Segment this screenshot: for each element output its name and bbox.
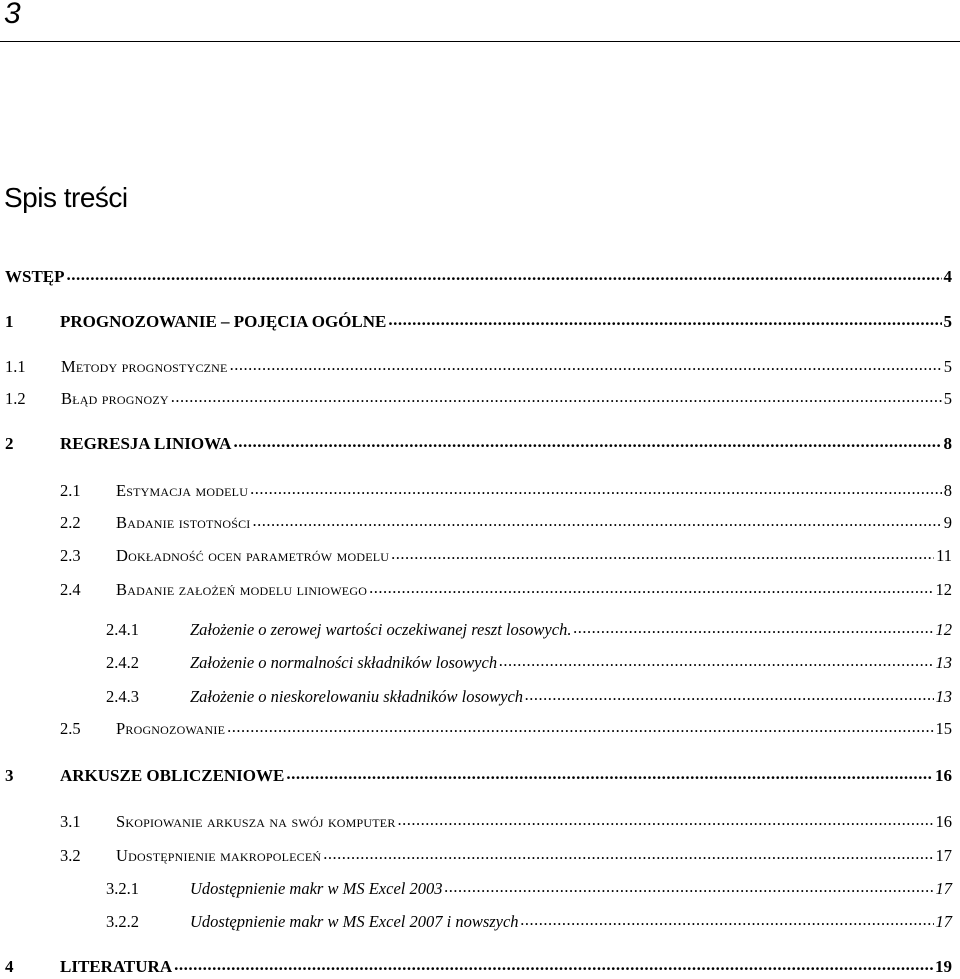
toc-entry-number: 4 xyxy=(5,957,14,976)
toc-entry-title: PROGNOZOWANIE – POJĘCIA OGÓLNE xyxy=(60,312,387,331)
toc-entry-title: LITERATURA xyxy=(60,957,173,976)
toc-entry-2-2[interactable] xyxy=(60,512,952,534)
toc-entry-4[interactable] xyxy=(5,956,952,978)
toc-entry-number: 2.2 xyxy=(60,513,81,532)
toc-leader-dots xyxy=(227,720,933,734)
toc-entry-page: 8 xyxy=(943,434,952,453)
toc-entry-title: ARKUSZE OBLICZENIOWE xyxy=(60,766,285,785)
toc-entry-page: 16 xyxy=(935,812,952,831)
toc-entry-page: 17 xyxy=(935,846,952,865)
toc-leader-dots xyxy=(521,913,934,927)
toc-entry-2-5[interactable] xyxy=(60,718,952,740)
toc-entry-wstep[interactable] xyxy=(5,266,952,288)
toc-entry-number: 2 xyxy=(5,434,14,453)
toc-entry-page: 19 xyxy=(935,957,952,976)
toc-entry-title: Udostępnienie makropoleceń xyxy=(116,846,322,865)
toc-entry-number: 2.4.3 xyxy=(106,687,139,706)
toc-entry-number: 3.1 xyxy=(60,812,81,831)
toc-entry-number: 3.2 xyxy=(60,846,81,865)
toc-entry-3-2-2[interactable] xyxy=(106,911,952,933)
toc-entry-title: Badanie założeń modelu liniowego xyxy=(116,580,368,599)
toc-entry-number: 3.2.2 xyxy=(106,912,139,931)
toc-entry-2-4-3[interactable] xyxy=(106,686,952,708)
toc-entry-title: Błąd prognozy xyxy=(61,389,169,408)
toc-entry-number: 3 xyxy=(5,766,14,785)
toc-entry-page: 9 xyxy=(943,513,952,532)
toc-entry-page: 15 xyxy=(935,719,952,738)
toc-entry-1[interactable] xyxy=(5,311,952,333)
toc-leader-dots xyxy=(250,482,942,496)
toc-entry-3[interactable] xyxy=(5,765,952,787)
toc-entry-title: REGRESJA LINIOWA xyxy=(60,434,232,453)
toc-leader-dots xyxy=(230,358,942,372)
toc-leader-dots xyxy=(253,514,942,528)
toc-leader-dots xyxy=(174,958,933,972)
toc-entry-3-1[interactable] xyxy=(60,811,952,833)
toc-entry-page: 5 xyxy=(943,312,952,331)
toc-leader-dots xyxy=(369,581,933,595)
toc-entry-1-1[interactable] xyxy=(5,356,952,378)
toc-leader-dots xyxy=(233,435,941,449)
toc-entry-number: 1.1 xyxy=(5,357,26,376)
toc-entry-number: 2.4.2 xyxy=(106,653,139,672)
toc-entry-page: 12 xyxy=(935,620,952,639)
toc-entry-number: 2.5 xyxy=(60,719,81,738)
toc-entry-title: Skopiowanie arkusza na swój komputer xyxy=(116,812,396,831)
toc-entry-title: Badanie istotności xyxy=(116,513,251,532)
toc-entry-2-3[interactable] xyxy=(60,545,952,567)
toc-entry-number: 2.4.1 xyxy=(106,620,139,639)
page-number: 3 xyxy=(4,0,21,30)
toc-leader-dots xyxy=(323,847,933,861)
toc-entry-page: 4 xyxy=(943,267,952,286)
toc-title: Spis treści xyxy=(4,182,128,213)
toc-entry-title: Estymacja modelu xyxy=(116,481,249,500)
toc-entry-page: 13 xyxy=(935,687,952,706)
toc-entry-2-1[interactable] xyxy=(60,480,952,502)
toc-leader-dots xyxy=(525,688,933,702)
toc-entry-number: 1 xyxy=(5,312,14,331)
toc-entry-title: Założenie o nieskorelowaniu składników losowych xyxy=(190,687,524,706)
toc-leader-dots xyxy=(391,547,934,561)
toc-entry-title: Udostępnienie makr w MS Excel 2003 xyxy=(190,879,443,898)
toc-entry-number: 1.2 xyxy=(5,389,26,408)
toc-entry-page: 17 xyxy=(935,912,952,931)
toc-leader-dots xyxy=(499,654,933,668)
toc-entry-2-4-1[interactable] xyxy=(106,619,952,641)
toc-entry-title: Założenie o normalności składników losowych xyxy=(190,653,498,672)
toc-entry-title: Udostępnienie makr w MS Excel 2007 i nowszych xyxy=(190,912,519,931)
toc-entry-number: 2.3 xyxy=(60,546,81,565)
toc-entry-2[interactable] xyxy=(5,433,952,455)
toc-entry-page: 5 xyxy=(943,389,952,408)
toc-leader-dots xyxy=(67,268,942,282)
toc-leader-dots xyxy=(286,767,933,781)
toc-leader-dots xyxy=(444,880,933,894)
toc-leader-dots xyxy=(388,313,941,327)
toc-entry-page: 12 xyxy=(935,580,952,599)
toc-leader-dots xyxy=(398,813,934,827)
toc-entry-title: Prognozowanie xyxy=(116,719,226,738)
toc-entry-page: 8 xyxy=(943,481,952,500)
toc-entry-1-2[interactable] xyxy=(5,388,952,410)
toc-entry-title: Dokładność ocen parametrów modelu xyxy=(116,546,390,565)
toc-entry-2-4[interactable] xyxy=(60,579,952,601)
toc-leader-dots xyxy=(171,390,942,404)
toc-entry-2-4-2[interactable] xyxy=(106,652,952,674)
toc-entry-title: Założenie o zerowej wartości oczekiwanej reszt losowych. xyxy=(190,620,572,639)
toc-entry-title: WSTĘP xyxy=(5,267,65,286)
toc-leader-dots xyxy=(573,621,933,635)
toc-entry-number: 2.4 xyxy=(60,580,81,599)
toc-entry-3-2[interactable] xyxy=(60,845,952,867)
toc-entry-number: 3.2.1 xyxy=(106,879,139,898)
toc-entry-title: Metody prognostyczne xyxy=(61,357,228,376)
toc-entry-3-2-1[interactable] xyxy=(106,878,952,900)
toc-entry-page: 13 xyxy=(935,653,952,672)
toc-entry-number: 2.1 xyxy=(60,481,81,500)
toc-entry-page: 16 xyxy=(935,766,952,785)
toc-entry-page: 17 xyxy=(935,879,952,898)
toc-entry-page: 11 xyxy=(936,546,952,565)
toc-entry-page: 5 xyxy=(943,357,952,376)
